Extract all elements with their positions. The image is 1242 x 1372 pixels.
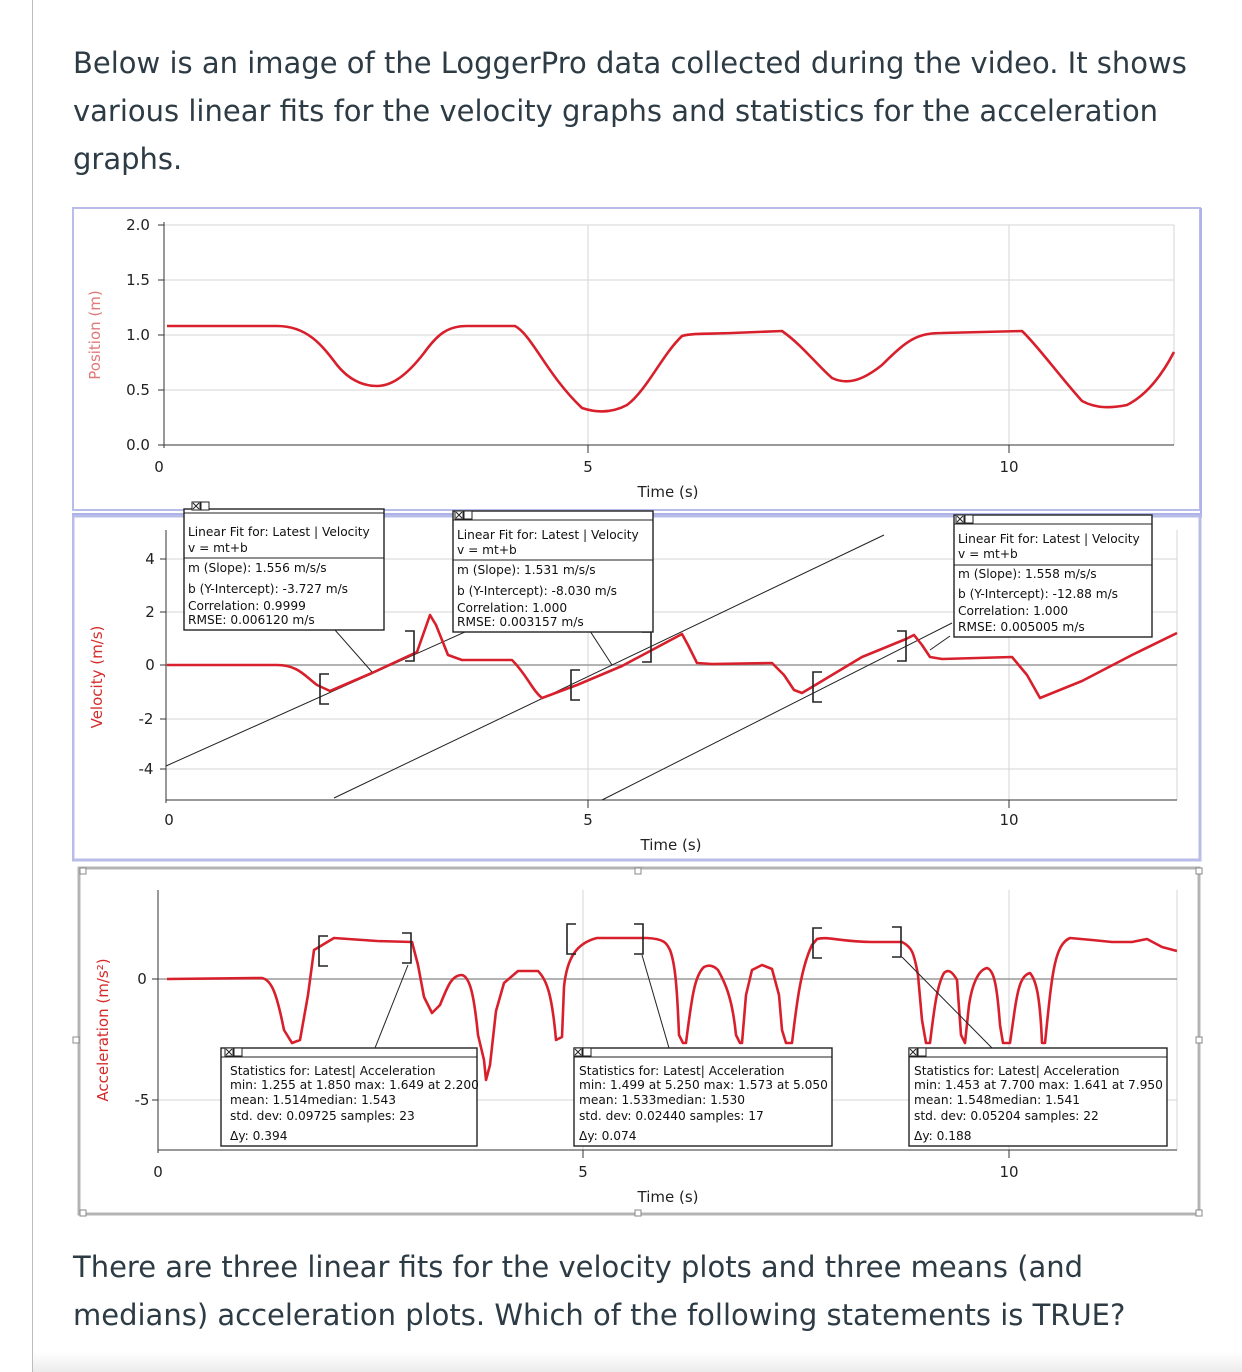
stats-minmax: min: 1.499 at 5.250 max: 1.573 at 5.050: [579, 1078, 828, 1092]
stats-title: Statistics for: Latest| Acceleration: [230, 1064, 436, 1078]
velocity-xlabel: Time (s): [640, 836, 702, 854]
velocity-ytick: 4: [145, 550, 155, 568]
acceleration-panel-border: [79, 868, 1199, 1214]
acceleration-xtick: 5: [578, 1163, 588, 1181]
velocity-ylabel: Velocity (m/s): [88, 625, 106, 729]
position-ylabel: Position (m): [86, 290, 104, 380]
velocity-ytick: 0: [145, 656, 155, 674]
fit-equation: v = mt+b: [457, 543, 517, 557]
fit-title: Linear Fit for: Latest | Velocity: [958, 532, 1140, 546]
acceleration-ytick: 0: [137, 970, 147, 988]
acceleration-graph: [73, 868, 1202, 1216]
acceleration-ylabel: Acceleration (m/s²): [94, 958, 112, 1102]
velocity-xtick: 5: [583, 811, 593, 829]
acceleration-xtick: 10: [999, 1163, 1019, 1181]
fit-rmse: RMSE: 0.003157 m/s: [457, 615, 584, 629]
options-icon[interactable]: [464, 511, 472, 519]
options-icon[interactable]: [201, 502, 209, 510]
velocity-ytick: -2: [138, 710, 154, 728]
velocity-xtick: 10: [999, 811, 1019, 829]
linear-fit-box-1[interactable]: [184, 502, 384, 630]
page-bottom-band: [33, 1352, 1242, 1372]
fit-title: Linear Fit for: Latest | Velocity: [457, 528, 639, 542]
position-ytick: 2.0: [126, 216, 150, 234]
stats-delta-y: Δy: 0.188: [914, 1129, 972, 1143]
velocity-graph: [72, 502, 1202, 860]
statistics-box-2[interactable]: [574, 1048, 832, 1146]
fit-intercept: b (Y-Intercept): -3.727 m/s: [188, 582, 349, 596]
stats-mean-median: mean: 1.514median: 1.543: [230, 1093, 396, 1107]
loggerpro-figure: [72, 205, 1204, 1225]
fit-intercept: b (Y-Intercept): -8.030 m/s: [457, 584, 618, 598]
options-icon[interactable]: [918, 1048, 926, 1056]
acceleration-xlabel: Time (s): [637, 1188, 699, 1206]
fit-intercept: b (Y-Intercept): -12.88 m/s: [958, 587, 1119, 601]
statistics-box-1[interactable]: [221, 1048, 479, 1146]
stats-delta-y: Δy: 0.074: [579, 1129, 637, 1143]
options-icon[interactable]: [234, 1048, 242, 1056]
fit-equation: v = mt+b: [958, 547, 1018, 561]
fit-slope: m (Slope): 1.558 m/s/s: [958, 567, 1097, 581]
stats-stddev-samples: std. dev: 0.05204 samples: 22: [914, 1109, 1099, 1123]
stats-mean-median: mean: 1.548median: 1.541: [914, 1093, 1080, 1107]
position-xtick: 5: [583, 458, 593, 476]
position-xlabel: Time (s): [637, 483, 699, 501]
position-panel-border: [73, 208, 1200, 510]
linear-fit-box-3[interactable]: [954, 515, 1152, 637]
fit-title: Linear Fit for: Latest | Velocity: [188, 525, 370, 539]
stats-title: Statistics for: Latest| Acceleration: [579, 1064, 785, 1078]
fit-correlation: Correlation: 1.000: [958, 604, 1069, 618]
question-paragraph: There are three linear fits for the velocity plots and three means (and medians) acceleration plots. Which of the following statements is TRUE?: [73, 1250, 1126, 1332]
position-xtick: 10: [999, 458, 1019, 476]
linear-fit-box-2[interactable]: [453, 511, 653, 632]
stats-minmax: min: 1.453 at 7.700 max: 1.641 at 7.950: [914, 1078, 1163, 1092]
stats-minmax: min: 1.255 at 1.850 max: 1.649 at 2.200: [230, 1078, 479, 1092]
stats-stddev-samples: std. dev: 0.09725 samples: 23: [230, 1109, 415, 1123]
position-ytick: 0.5: [126, 381, 150, 399]
options-icon[interactable]: [965, 515, 973, 523]
velocity-ytick: 2: [145, 603, 155, 621]
stats-stddev-samples: std. dev: 0.02440 samples: 17: [579, 1109, 764, 1123]
stats-delta-y: Δy: 0.394: [230, 1129, 288, 1143]
acceleration-xtick: 0: [153, 1163, 163, 1181]
velocity-xtick: 0: [164, 811, 174, 829]
position-graph: [73, 208, 1202, 518]
fit-correlation: Correlation: 1.000: [457, 601, 568, 615]
statistics-box-3[interactable]: [909, 1048, 1167, 1146]
acceleration-ytick: -5: [134, 1091, 150, 1109]
position-ytick: 0.0: [126, 436, 150, 454]
stats-mean-median: mean: 1.533median: 1.530: [579, 1093, 745, 1107]
fit-rmse: RMSE: 0.006120 m/s: [188, 613, 315, 627]
position-ytick: 1.0: [126, 326, 150, 344]
fit-rmse: RMSE: 0.005005 m/s: [958, 620, 1085, 634]
fit-correlation: Correlation: 0.9999: [188, 599, 306, 613]
fit-slope: m (Slope): 1.531 m/s/s: [457, 563, 596, 577]
fit-equation: v = mt+b: [188, 541, 248, 555]
fit-slope: m (Slope): 1.556 m/s/s: [188, 561, 327, 575]
intro-paragraph: Below is an image of the LoggerPro data collected during the video. It shows various linear fits for the velocity graphs and statistics for the acceleration graphs.: [73, 46, 1187, 176]
stats-title: Statistics for: Latest| Acceleration: [914, 1064, 1120, 1078]
velocity-ytick: -4: [138, 760, 154, 778]
position-xtick: 0: [154, 458, 164, 476]
options-icon[interactable]: [583, 1048, 591, 1056]
position-ytick: 1.5: [126, 271, 150, 289]
page-left-rule: [32, 0, 33, 1372]
